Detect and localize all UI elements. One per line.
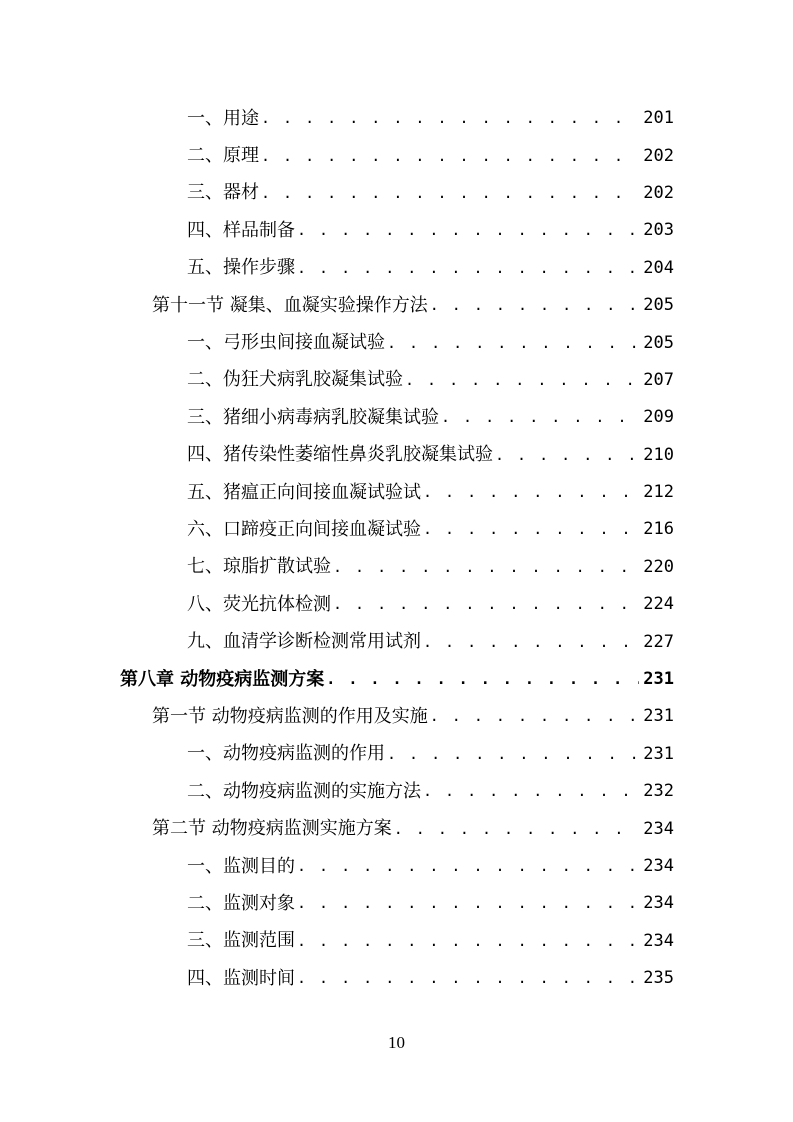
toc-entry-title: 二、动物疫病监测的实施方法 (187, 780, 421, 802)
dot-leader (333, 597, 639, 612)
toc-entry-title: 四、监测时间 (187, 967, 295, 989)
dot-leader (430, 298, 640, 313)
dot-leader (297, 896, 639, 911)
toc-section-entry[interactable] (152, 287, 674, 324)
toc-entry-title: 二、监测对象 (187, 892, 295, 914)
toc-entry-title: 五、猪瘟正向间接血凝试验试 (187, 481, 421, 503)
toc-entry-title: 四、样品制备 (187, 219, 295, 241)
toc-entry-title: 第十一节 凝集、血凝实验操作方法 (152, 294, 428, 316)
toc-entry-title: 三、器材 (187, 182, 259, 204)
toc-entry-title: 一、用途 (187, 107, 259, 129)
toc-entry-title: 一、弓形虫间接血凝试验 (187, 332, 385, 354)
dot-leader (261, 186, 639, 201)
dot-leader (297, 971, 639, 986)
toc-entry-page: 234 (643, 818, 674, 839)
dot-leader (333, 560, 639, 575)
toc-entry-title: 第八章 动物疫病监测方案 (120, 668, 325, 690)
toc-entry-page: 232 (643, 781, 674, 802)
toc-entry-page: 231 (643, 743, 674, 764)
toc-entry[interactable] (187, 586, 674, 623)
toc-entry[interactable] (187, 923, 674, 960)
toc-entry-page: 210 (643, 444, 674, 465)
toc-entry-page: 234 (643, 856, 674, 876)
dot-leader (326, 672, 639, 687)
table-of-contents (0, 100, 793, 997)
toc-entry-page: 202 (643, 145, 674, 166)
toc-entry-page: 209 (643, 407, 674, 428)
toc-section-entry[interactable] (152, 810, 674, 847)
toc-entry[interactable] (187, 736, 674, 773)
dot-leader (394, 822, 640, 837)
toc-entry-page: 234 (643, 930, 674, 951)
toc-entry-title: 三、监测范围 (187, 930, 295, 952)
dot-leader (430, 709, 640, 724)
toc-entry-page: 212 (643, 482, 674, 503)
toc-entry-page: 204 (643, 257, 674, 278)
dot-leader (297, 261, 639, 276)
dot-leader (423, 485, 639, 500)
toc-entry-title: 二、原理 (187, 145, 259, 167)
toc-entry[interactable] (187, 885, 674, 922)
toc-entry-title: 六、口蹄疫正向间接血凝试验 (187, 518, 421, 540)
toc-entry[interactable] (187, 250, 674, 287)
toc-entry-page: 234 (643, 893, 674, 914)
toc-entry[interactable] (187, 549, 674, 586)
toc-entry[interactable] (187, 474, 674, 511)
toc-entry-page: 220 (643, 556, 674, 577)
toc-entry[interactable] (187, 960, 674, 997)
dot-leader (495, 448, 639, 463)
dot-leader (297, 859, 639, 874)
toc-entry-page: 227 (643, 631, 674, 652)
toc-entry-page: 205 (643, 332, 674, 353)
toc-entry[interactable] (187, 511, 674, 548)
toc-entry-title: 一、监测目的 (187, 855, 295, 877)
toc-entry-page: 235 (643, 968, 674, 989)
page-number: 10 (388, 1033, 405, 1052)
toc-entry-title: 二、伪狂犬病乳胶凝集试验 (187, 369, 403, 391)
toc-entry-title: 五、操作步骤 (187, 257, 295, 279)
dot-leader (423, 635, 639, 650)
toc-entry[interactable] (187, 437, 674, 474)
toc-entry[interactable] (187, 100, 674, 137)
toc-entry[interactable] (187, 848, 674, 885)
toc-entry[interactable] (187, 623, 674, 660)
dot-leader (387, 336, 639, 351)
dot-leader (405, 373, 639, 388)
toc-entry-title: 九、血清学诊断检测常用试剂 (187, 631, 421, 653)
toc-entry-page: 201 (643, 108, 674, 129)
toc-entry-title: 第二节 动物疫病监测实施方案 (152, 818, 392, 840)
dot-leader (297, 223, 639, 238)
toc-entry-title: 一、动物疫病监测的作用 (187, 743, 385, 765)
dot-leader (261, 149, 639, 164)
toc-entry-page: 207 (643, 369, 674, 390)
toc-entry-page: 231 (643, 706, 674, 727)
toc-entry-page: 224 (643, 594, 674, 615)
toc-chapter-entry[interactable] (120, 661, 674, 698)
toc-entry-page: 202 (643, 182, 674, 203)
toc-entry[interactable] (187, 212, 674, 249)
toc-entry-title: 七、琼脂扩散试验 (187, 556, 331, 578)
toc-entry-page: 205 (643, 295, 674, 316)
dot-leader (423, 784, 639, 799)
dot-leader (261, 111, 639, 126)
toc-entry-page: 203 (643, 220, 674, 241)
dot-leader (387, 747, 639, 762)
toc-section-entry[interactable] (152, 698, 674, 735)
toc-entry[interactable] (187, 175, 674, 212)
toc-entry[interactable] (187, 773, 674, 810)
toc-entry-title: 四、猪传染性萎缩性鼻炎乳胶凝集试验 (187, 444, 493, 466)
toc-entry[interactable] (187, 399, 674, 436)
toc-entry-title: 第一节 动物疫病监测的作用及实施 (152, 705, 428, 727)
toc-entry-page: 216 (643, 519, 674, 540)
toc-entry[interactable] (187, 324, 674, 361)
toc-entry-page: 231 (643, 669, 674, 690)
toc-entry[interactable] (187, 137, 674, 174)
toc-entry[interactable] (187, 362, 674, 399)
dot-leader (423, 522, 639, 537)
toc-entry-title: 三、猪细小病毒病乳胶凝集试验 (187, 406, 439, 428)
dot-leader (441, 410, 639, 425)
toc-entry-title: 八、荧光抗体检测 (187, 593, 331, 615)
dot-leader (297, 934, 639, 949)
